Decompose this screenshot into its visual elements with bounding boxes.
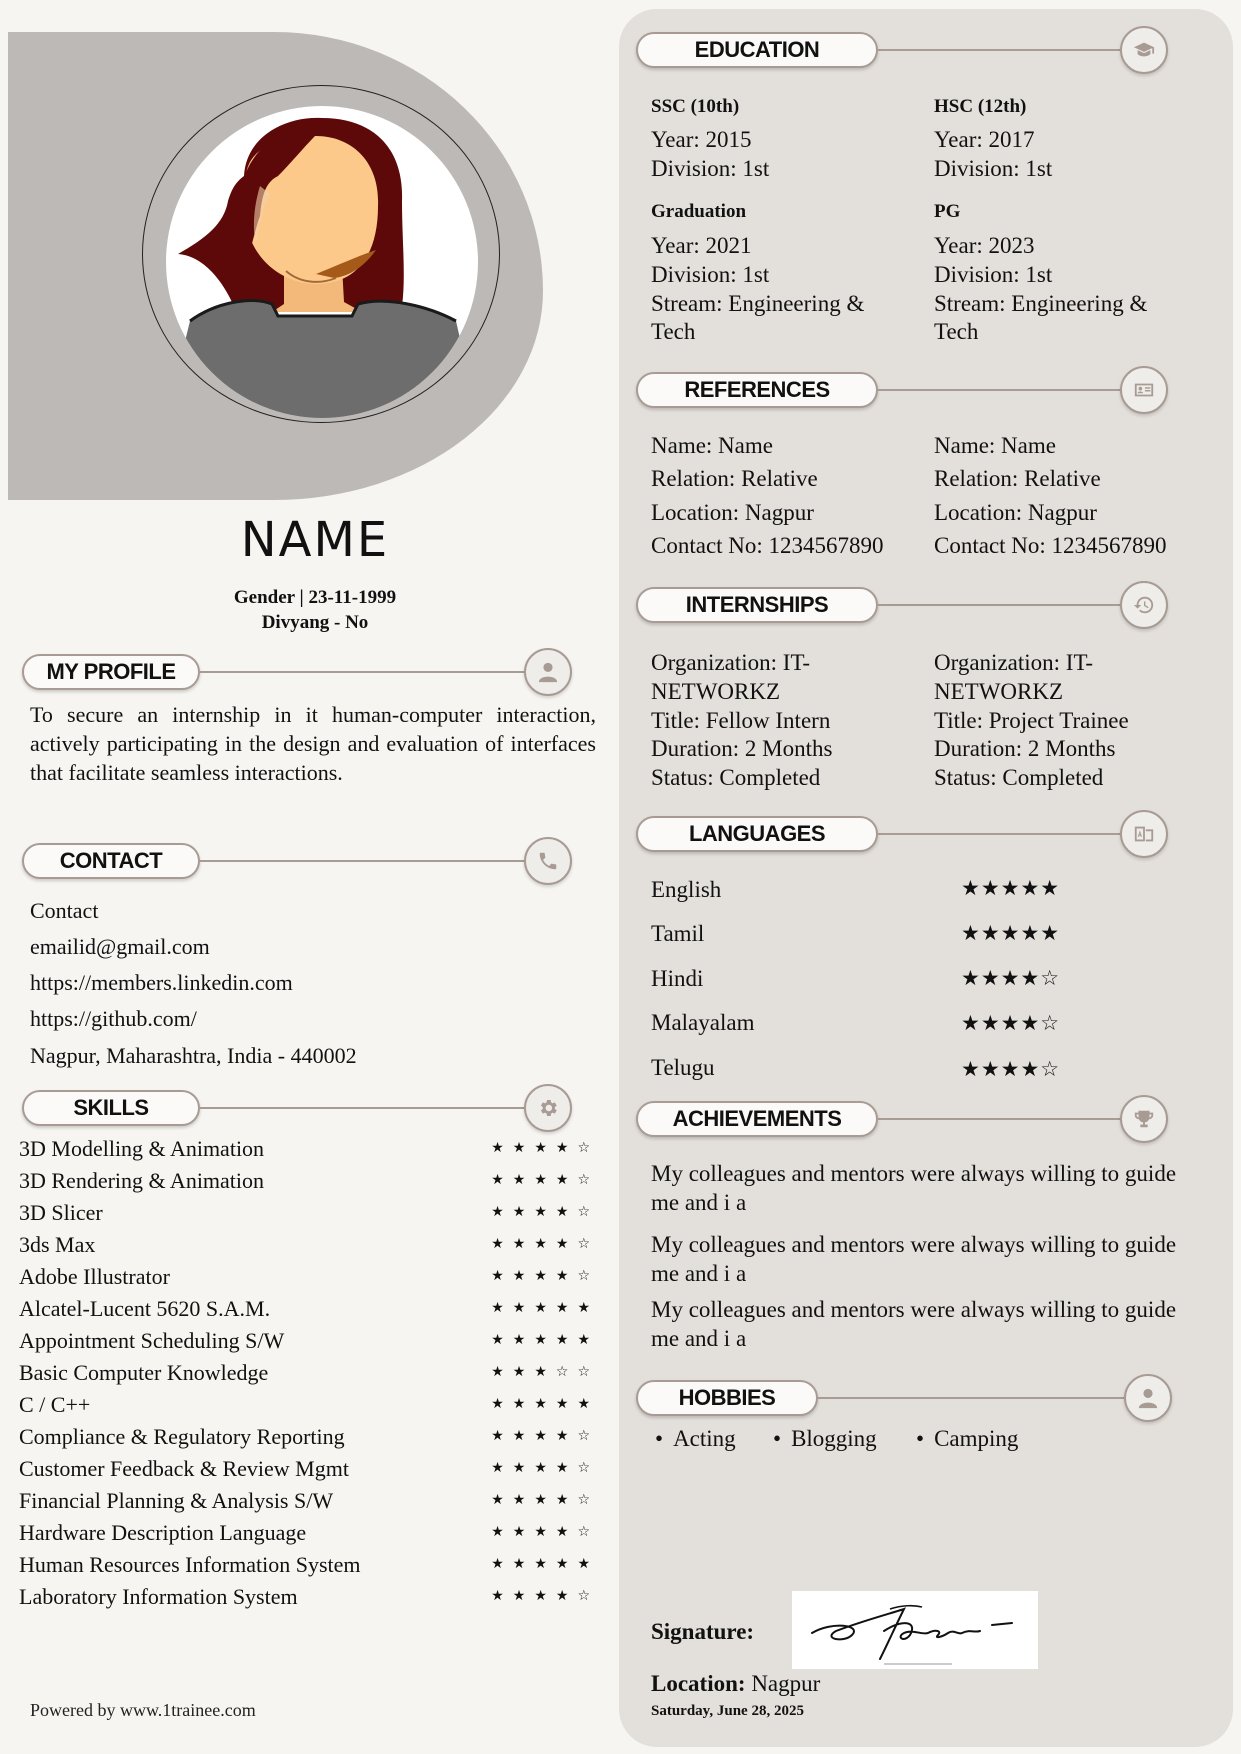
internship-line: Duration: 2 Months — [651, 736, 833, 761]
edu-line: Year: 2017 — [934, 127, 1035, 152]
edu-title: SSC (10th) — [651, 96, 740, 117]
languages-section-header — [636, 816, 1174, 852]
internship-line: Status: Completed — [934, 765, 1104, 790]
skill-name: 3D Rendering & Animation — [19, 1168, 265, 1193]
skill-row — [19, 1358, 599, 1390]
skill-rating: ★★★★☆ — [491, 1524, 599, 1540]
contact-email[interactable]: emailid@gmail.com — [30, 934, 210, 959]
signature-image — [792, 1591, 1038, 1669]
contact-label: Contact — [30, 898, 99, 923]
candidate-name: NAME — [240, 512, 390, 568]
internships-section-header — [636, 587, 1174, 623]
skill-row — [19, 1486, 599, 1518]
edu-line: Stream: Engineering & — [934, 291, 1148, 316]
gear-icon — [524, 1084, 572, 1132]
language-name: Telugu — [651, 1055, 715, 1080]
section-divider — [200, 1107, 546, 1109]
user-icon — [524, 648, 572, 696]
contact-heading: CONTACT — [22, 843, 200, 879]
ref-line: Relation: Relative — [934, 466, 1101, 491]
skill-row — [19, 1198, 599, 1230]
section-divider — [878, 389, 1142, 391]
edu-title: HSC (12th) — [934, 96, 1027, 117]
skill-row — [19, 1582, 599, 1614]
skill-row — [19, 1326, 599, 1358]
edu-line: Division: 1st — [651, 262, 770, 287]
section-divider — [818, 1397, 1148, 1399]
achievements-heading: ACHIEVEMENTS — [636, 1101, 878, 1137]
edu-line: Division: 1st — [651, 156, 770, 181]
section-divider — [878, 833, 1142, 835]
edu-line: Tech — [934, 319, 979, 344]
achievement-item: My colleagues and mentors were always willing to guide me and i a — [651, 1297, 1177, 1351]
skills-section-header — [22, 1090, 577, 1126]
references-heading: REFERENCES — [636, 372, 878, 408]
skill-name: C / C++ — [19, 1392, 91, 1417]
internship-line: Title: Project Trainee — [934, 708, 1129, 733]
skill-row — [19, 1166, 599, 1198]
skill-row — [19, 1230, 599, 1262]
section-divider — [200, 860, 546, 862]
location-value: Nagpur — [751, 1671, 821, 1696]
skill-row — [19, 1550, 599, 1582]
section-divider — [878, 604, 1142, 606]
skill-rating: ★★★★☆ — [491, 1460, 599, 1476]
contact-section-header — [22, 843, 577, 879]
skill-name: 3D Slicer — [19, 1200, 103, 1225]
internship-line: Organization: IT- — [934, 650, 1094, 675]
edu-line: Year: 2015 — [651, 127, 752, 152]
edu-title: PG — [934, 201, 961, 222]
achievement-item: My colleagues and mentors were always willing to guide me and i a — [651, 1161, 1177, 1215]
skill-rating: ★★★★☆ — [491, 1268, 599, 1284]
section-divider — [878, 49, 1142, 51]
skill-rating: ★★★★☆ — [491, 1172, 599, 1188]
edu-line: Division: 1st — [934, 262, 1053, 287]
ref-line: Relation: Relative — [651, 466, 818, 491]
signature-label: Signature: — [651, 1619, 755, 1644]
skill-rating: ★★★★★ — [491, 1396, 599, 1412]
female-avatar-icon — [166, 106, 478, 418]
hobby-item: • Acting — [655, 1426, 736, 1452]
skill-name: Customer Feedback & Review Mgmt — [19, 1456, 349, 1481]
language-rating: ★★★★☆ — [961, 966, 1061, 990]
profile-section-header — [22, 654, 577, 690]
id-card-icon — [1120, 366, 1168, 414]
language-rating: ★★★★☆ — [961, 1057, 1061, 1081]
skill-rating: ★★★★☆ — [491, 1236, 599, 1252]
internship-line: Organization: IT- — [651, 650, 811, 675]
skill-rating: ★★★★☆ — [491, 1588, 599, 1604]
phone-icon — [524, 837, 572, 885]
languages-heading: LANGUAGES — [636, 816, 878, 852]
skill-name: Compliance & Regulatory Reporting — [19, 1424, 345, 1449]
skill-name: Laboratory Information System — [19, 1584, 298, 1609]
section-divider — [200, 671, 546, 673]
skill-rating: ★★★★★ — [491, 1300, 599, 1316]
skill-row — [19, 1134, 599, 1166]
skill-rating: ★★★★★ — [491, 1332, 599, 1348]
skill-row — [19, 1294, 599, 1326]
achievements-section-header — [636, 1101, 1174, 1137]
translate-icon — [1120, 810, 1168, 858]
skill-row — [19, 1390, 599, 1422]
internship-line: NETWORKZ — [651, 679, 781, 704]
hobby-item: • Blogging — [773, 1426, 877, 1452]
location-label: Location: — [651, 1671, 746, 1696]
skill-name: Hardware Description Language — [19, 1520, 307, 1545]
divyang-status: Divyang - No — [261, 612, 369, 633]
internship-line: Title: Fellow Intern — [651, 708, 831, 733]
skill-name: Human Resources Information System — [19, 1552, 361, 1577]
skills-list — [19, 1134, 599, 1614]
ref-line: Name: Name — [934, 433, 1056, 458]
contact-address: Nagpur, Maharashtra, India - 440002 — [30, 1043, 357, 1068]
edu-line: Tech — [651, 319, 696, 344]
references-section-header — [636, 372, 1174, 408]
skill-name: Financial Planning & Analysis S/W — [19, 1488, 334, 1513]
skills-heading: SKILLS — [22, 1090, 200, 1126]
skill-row — [19, 1422, 599, 1454]
language-name: Tamil — [651, 921, 705, 946]
edu-line: Year: 2021 — [651, 233, 752, 258]
internships-heading: INTERNSHIPS — [636, 587, 878, 623]
skill-name: 3ds Max — [19, 1232, 96, 1257]
skill-name: 3D Modelling & Animation — [19, 1136, 265, 1161]
internship-line: Duration: 2 Months — [934, 736, 1116, 761]
skill-rating: ★★★★☆ — [491, 1140, 599, 1156]
internship-line: NETWORKZ — [934, 679, 1064, 704]
edu-line: Year: 2023 — [934, 233, 1035, 258]
section-divider — [878, 1118, 1142, 1120]
edu-title: Graduation — [651, 201, 747, 222]
graduation-cap-icon — [1120, 26, 1168, 74]
skill-rating: ★★★☆☆ — [491, 1364, 599, 1380]
skill-name: Adobe Illustrator — [19, 1264, 170, 1289]
signature-date: Saturday, June 28, 2025 — [651, 1703, 804, 1719]
skill-rating: ★★★★★ — [491, 1556, 599, 1572]
trophy-icon — [1120, 1095, 1168, 1143]
skill-row — [19, 1262, 599, 1294]
powered-by-footer[interactable]: Powered by www.1trainee.com — [30, 1700, 256, 1720]
ref-line: Contact No: 1234567890 — [651, 533, 884, 558]
user-icon — [1124, 1374, 1172, 1422]
language-name: English — [651, 877, 722, 902]
education-heading: EDUCATION — [636, 32, 878, 68]
language-name: Hindi — [651, 966, 704, 991]
ref-line: Location: Nagpur — [934, 500, 1097, 525]
hobby-item: • Camping — [916, 1426, 1018, 1452]
education-section-header — [636, 32, 1174, 68]
edu-line: Stream: Engineering & — [651, 291, 865, 316]
skill-row — [19, 1454, 599, 1486]
language-rating: ★★★★★ — [961, 876, 1061, 900]
contact-github[interactable]: https://github.com/ — [30, 1006, 197, 1031]
skill-rating: ★★★★☆ — [491, 1492, 599, 1508]
language-rating: ★★★★★ — [961, 921, 1061, 945]
internship-line: Status: Completed — [651, 765, 821, 790]
ref-line: Location: Nagpur — [651, 500, 814, 525]
ref-line: Contact No: 1234567890 — [934, 533, 1167, 558]
skill-rating: ★★★★☆ — [491, 1428, 599, 1444]
skill-name: Basic Computer Knowledge — [19, 1360, 269, 1385]
hobbies-section-header — [636, 1380, 1178, 1416]
skill-rating: ★★★★☆ — [491, 1204, 599, 1220]
contact-linkedin[interactable]: https://members.linkedin.com — [30, 970, 293, 995]
profile-heading: MY PROFILE — [22, 654, 200, 690]
achievement-item: My colleagues and mentors were always willing to guide me and i a — [651, 1232, 1177, 1286]
skill-name: Appointment Scheduling S/W — [19, 1328, 285, 1353]
ref-line: Name: Name — [651, 433, 773, 458]
skill-name: Alcatel-Lucent 5620 S.A.M. — [19, 1296, 271, 1321]
profile-summary: To secure an internship in it human-computer interaction, actively participating in the design and evaluation of interfaces that facilitate seamless interactions. — [30, 702, 596, 785]
gender-dob: Gender | 23-11-1999 — [233, 587, 397, 608]
language-name: Malayalam — [651, 1010, 755, 1035]
language-rating: ★★★★☆ — [961, 1011, 1061, 1035]
edu-line: Division: 1st — [934, 156, 1053, 181]
history-icon — [1120, 581, 1168, 629]
hobbies-heading: HOBBIES — [636, 1380, 818, 1416]
signature-location — [651, 1671, 820, 1697]
skill-row — [19, 1518, 599, 1550]
